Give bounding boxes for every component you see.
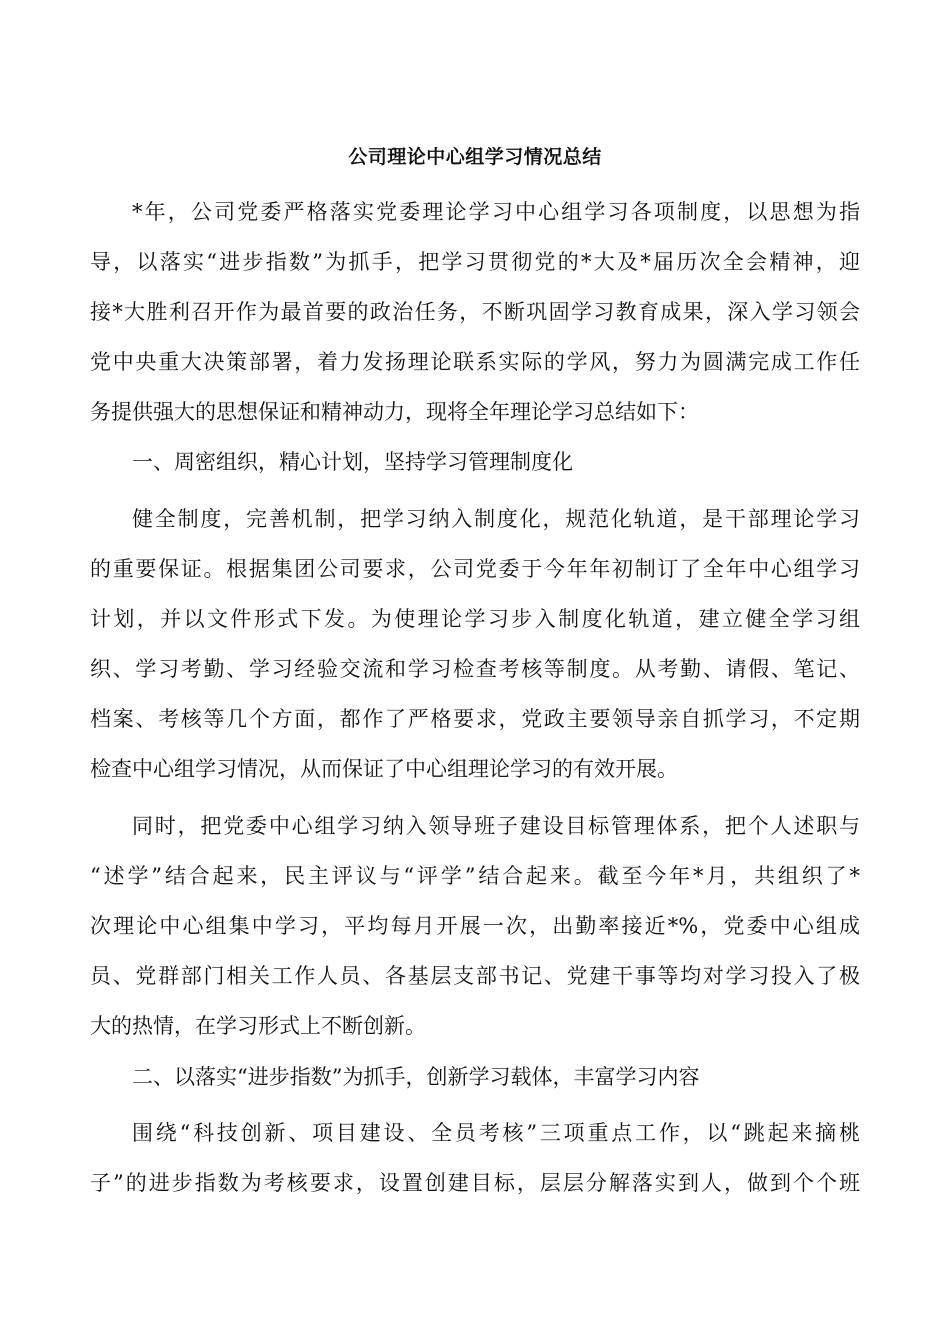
paragraph-line: 织、学习考勤、学习经验交流和学习检查考核等制度。从考勤、请假、笔记、 [90,657,860,681]
paragraph-line: 次理论中心组集中学习，平均每月开展一次，出勤率接近*%，党委中心组成 [90,914,860,938]
paragraph-line: 同时，把党委中心组学习纳入领导班子建设目标管理体系，把个人述职与 [132,814,860,838]
paragraph-line: 健全制度，完善机制，把学习纳入制度化，规范化轨道，是干部理论学习 [132,507,860,531]
paragraph-line: 务提供强大的思想保证和精神动力，现将全年理论学习总结如下： [90,400,699,424]
paragraph-line: 围绕“科技创新、项目建设、全员考核”三项重点工作，以“跳起来摘桃 [132,1121,860,1145]
paragraph-line: 员、党群部门相关工作人员、各基层支部书记、党建干事等均对学习投入了极 [90,964,860,988]
paragraph-line: 党中央重大决策部署，着力发扬理论联系实际的学风，努力为圆满完成工作任 [90,350,860,374]
document-title: 公司理论中心组学习情况总结 [348,146,602,168]
paragraph-line: “述学”结合起来，民主评议与“评学”结合起来。截至今年*月，共组织了* [90,864,860,888]
paragraph-line: 的重要保证。根据集团公司要求，公司党委于今年年初制订了全年中心组学习 [90,557,860,581]
paragraph-line: 计划，并以文件形式下发。为使理论学习步入制度化轨道，建立健全学习组 [90,607,860,631]
paragraph-line: 子”的进步指数为考核要求，设置创建目标，层层分解落实到人，做到个个班 [90,1171,860,1195]
paragraph-line: 检查中心组学习情况，从而保证了中心组理论学习的有效开展。 [90,757,678,781]
paragraph-line: 大的热情，在学习形式上不断创新。 [90,1014,426,1038]
section-heading: 二、以落实“进步指数”为抓手，创新学习载体，丰富学习内容 [132,1065,700,1089]
section-heading: 一、周密组织，精心计划，坚持学习管理制度化 [132,450,573,474]
paragraph-line: 档案、考核等几个方面，都作了严格要求，党政主要领导亲自抓学习，不定期 [90,707,860,731]
paragraph-line: 导，以落实“进步指数”为抓手，把学习贯彻党的*大及*届历次全会精神，迎 [90,250,860,274]
paragraph-line: 接*大胜利召开作为最首要的政治任务，不断巩固学习教育成果，深入学习领会 [90,300,860,324]
paragraph-line: *年，公司党委严格落实党委理论学习中心组学习各项制度，以思想为指 [132,200,860,224]
